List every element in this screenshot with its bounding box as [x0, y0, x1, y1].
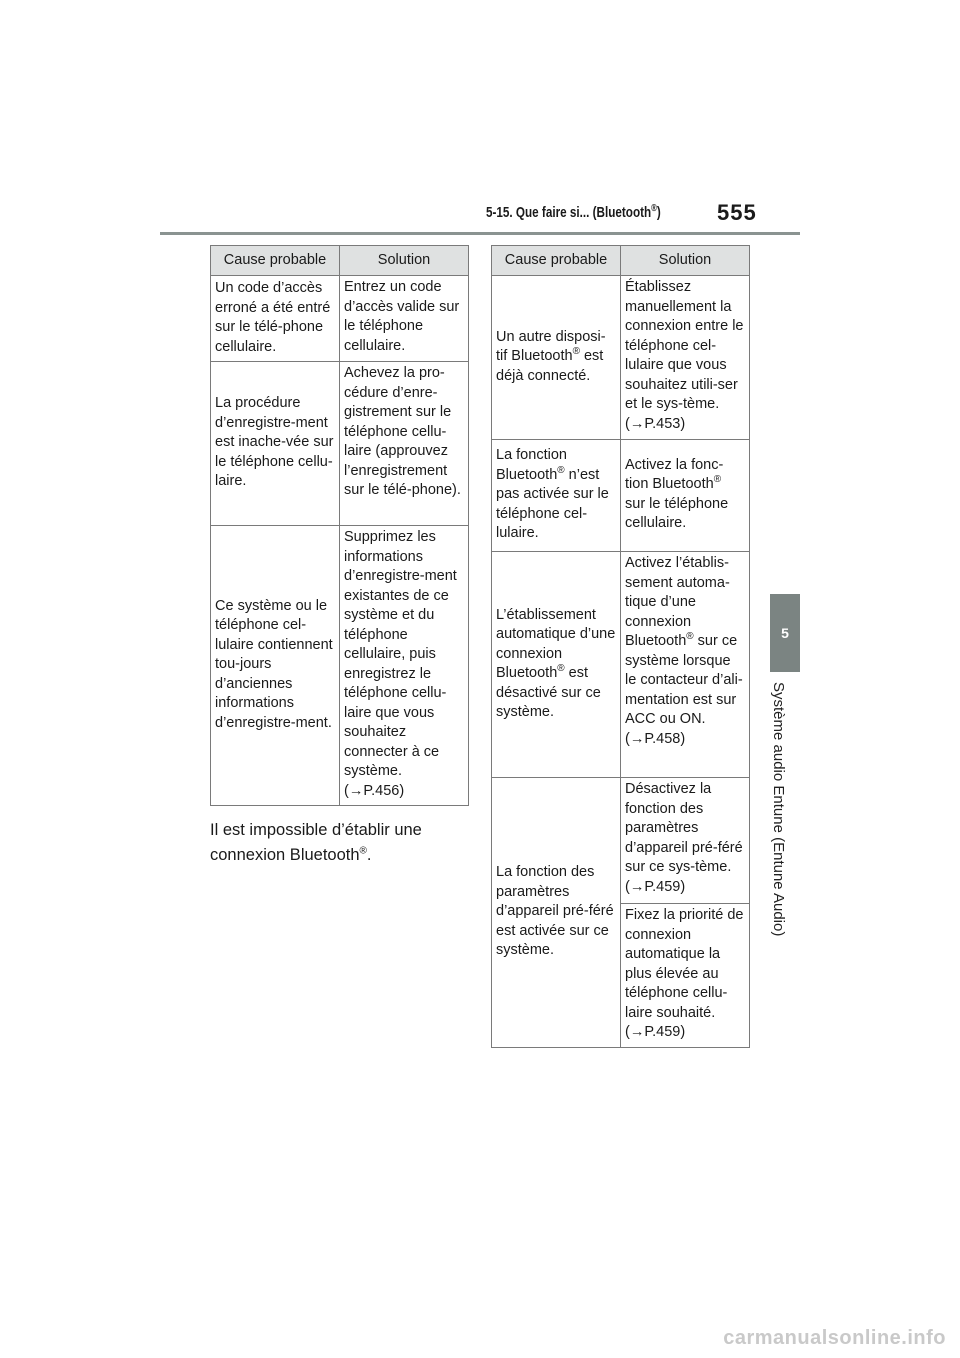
solution-cell: Activez l’établis-sement automa-tique d’une connexion Bluetooth® sur ce système lorsque le contacteur d’ali-mentation est sur ACC ou ON. (→P.458): [621, 552, 750, 778]
column-header-solution: Solution: [340, 246, 469, 276]
cause-cell: Ce système ou le téléphone cel-lulaire contiennent tou-jours d’anciennes informations d’enregistre-ment.: [211, 526, 340, 806]
column-header-cause: Cause probable: [211, 246, 340, 276]
issue-heading: Il est impossible d’établir une connexion Bluetooth®.: [210, 821, 422, 864]
cause-cell: La procédure d’enregistre-ment est inache-vée sur le téléphone cellu-laire.: [211, 362, 340, 526]
table-row: [492, 276, 750, 440]
table-row: [211, 362, 469, 526]
solution-cell: Achevez la pro-cédure d’enre-gistrement sur le téléphone cellu-laire (approuvez l’enregistrement sur le télé-phone).: [340, 362, 469, 526]
chapter-side-label: Système audio Entune (Entune Audio): [770, 682, 787, 937]
page-reference: (→P.456): [344, 782, 405, 799]
watermark: carmanualsonline.info: [723, 1327, 946, 1349]
table-row: [211, 276, 469, 362]
solution-cell: Établissez manuellement la connexion entre le téléphone cel-lulaire que vous souhaitez utili-ser et le sys-tème. (→P.453): [621, 276, 750, 440]
page-reference: (→P.458): [625, 730, 686, 747]
page-reference: (→P.459): [625, 1024, 686, 1040]
cause-cell: La fonction des paramètres d’appareil pré-féré est activée sur ce système.: [492, 778, 621, 1048]
cause-cell: L’établissement automatique d’une connexion Bluetooth® est désactivé sur ce système.: [492, 552, 621, 778]
cause-cell: Un code d’accès erroné a été entré sur le télé-phone cellulaire.: [211, 276, 340, 362]
section-title: 5-15. Que faire si... (Bluetooth®): [486, 203, 661, 221]
solution-cell: Désactivez la fonction des paramètres d’appareil pré-féré sur ce sys-tème. (→P.459): [621, 778, 750, 904]
page-number: 555: [717, 200, 757, 225]
table-row: [492, 440, 750, 552]
troubleshooting-table-left: [210, 245, 469, 806]
solution-cell: Entrez un code d’accès valide sur le téléphone cellulaire.: [340, 276, 469, 362]
chapter-tab: [770, 594, 800, 672]
troubleshooting-table-right: [491, 245, 750, 1048]
solution-cell: Fixez la priorité de connexion automatique la plus élevée au téléphone cellu-laire souhaité. (→P.459): [621, 904, 750, 1048]
header-divider: [160, 232, 800, 235]
column-header-solution: Solution: [621, 246, 750, 276]
column-header-cause: Cause probable: [492, 246, 621, 276]
solution-cell: Supprimez les informations d’enregistre-ment existantes de ce système et du téléphone cellulaire, puis enregistrez le téléphone cellu-laire que vous souhaitez connecter à ce système. (→P.456): [340, 526, 469, 806]
page-reference: (→P.459): [625, 878, 686, 895]
table-row: [211, 526, 469, 806]
chapter-number: 5: [781, 625, 789, 641]
solution-cell: Activez la fonc-tion Bluetooth® sur le téléphone cellulaire.: [621, 440, 750, 552]
table-row: [492, 778, 750, 904]
table-row: [492, 552, 750, 778]
cause-cell: La fonction Bluetooth® n’est pas activée sur le téléphone cel-lulaire.: [492, 440, 621, 552]
page-reference: (→P.453): [625, 415, 686, 432]
cause-cell: Un autre disposi-tif Bluetooth® est déjà connecté.: [492, 276, 621, 440]
